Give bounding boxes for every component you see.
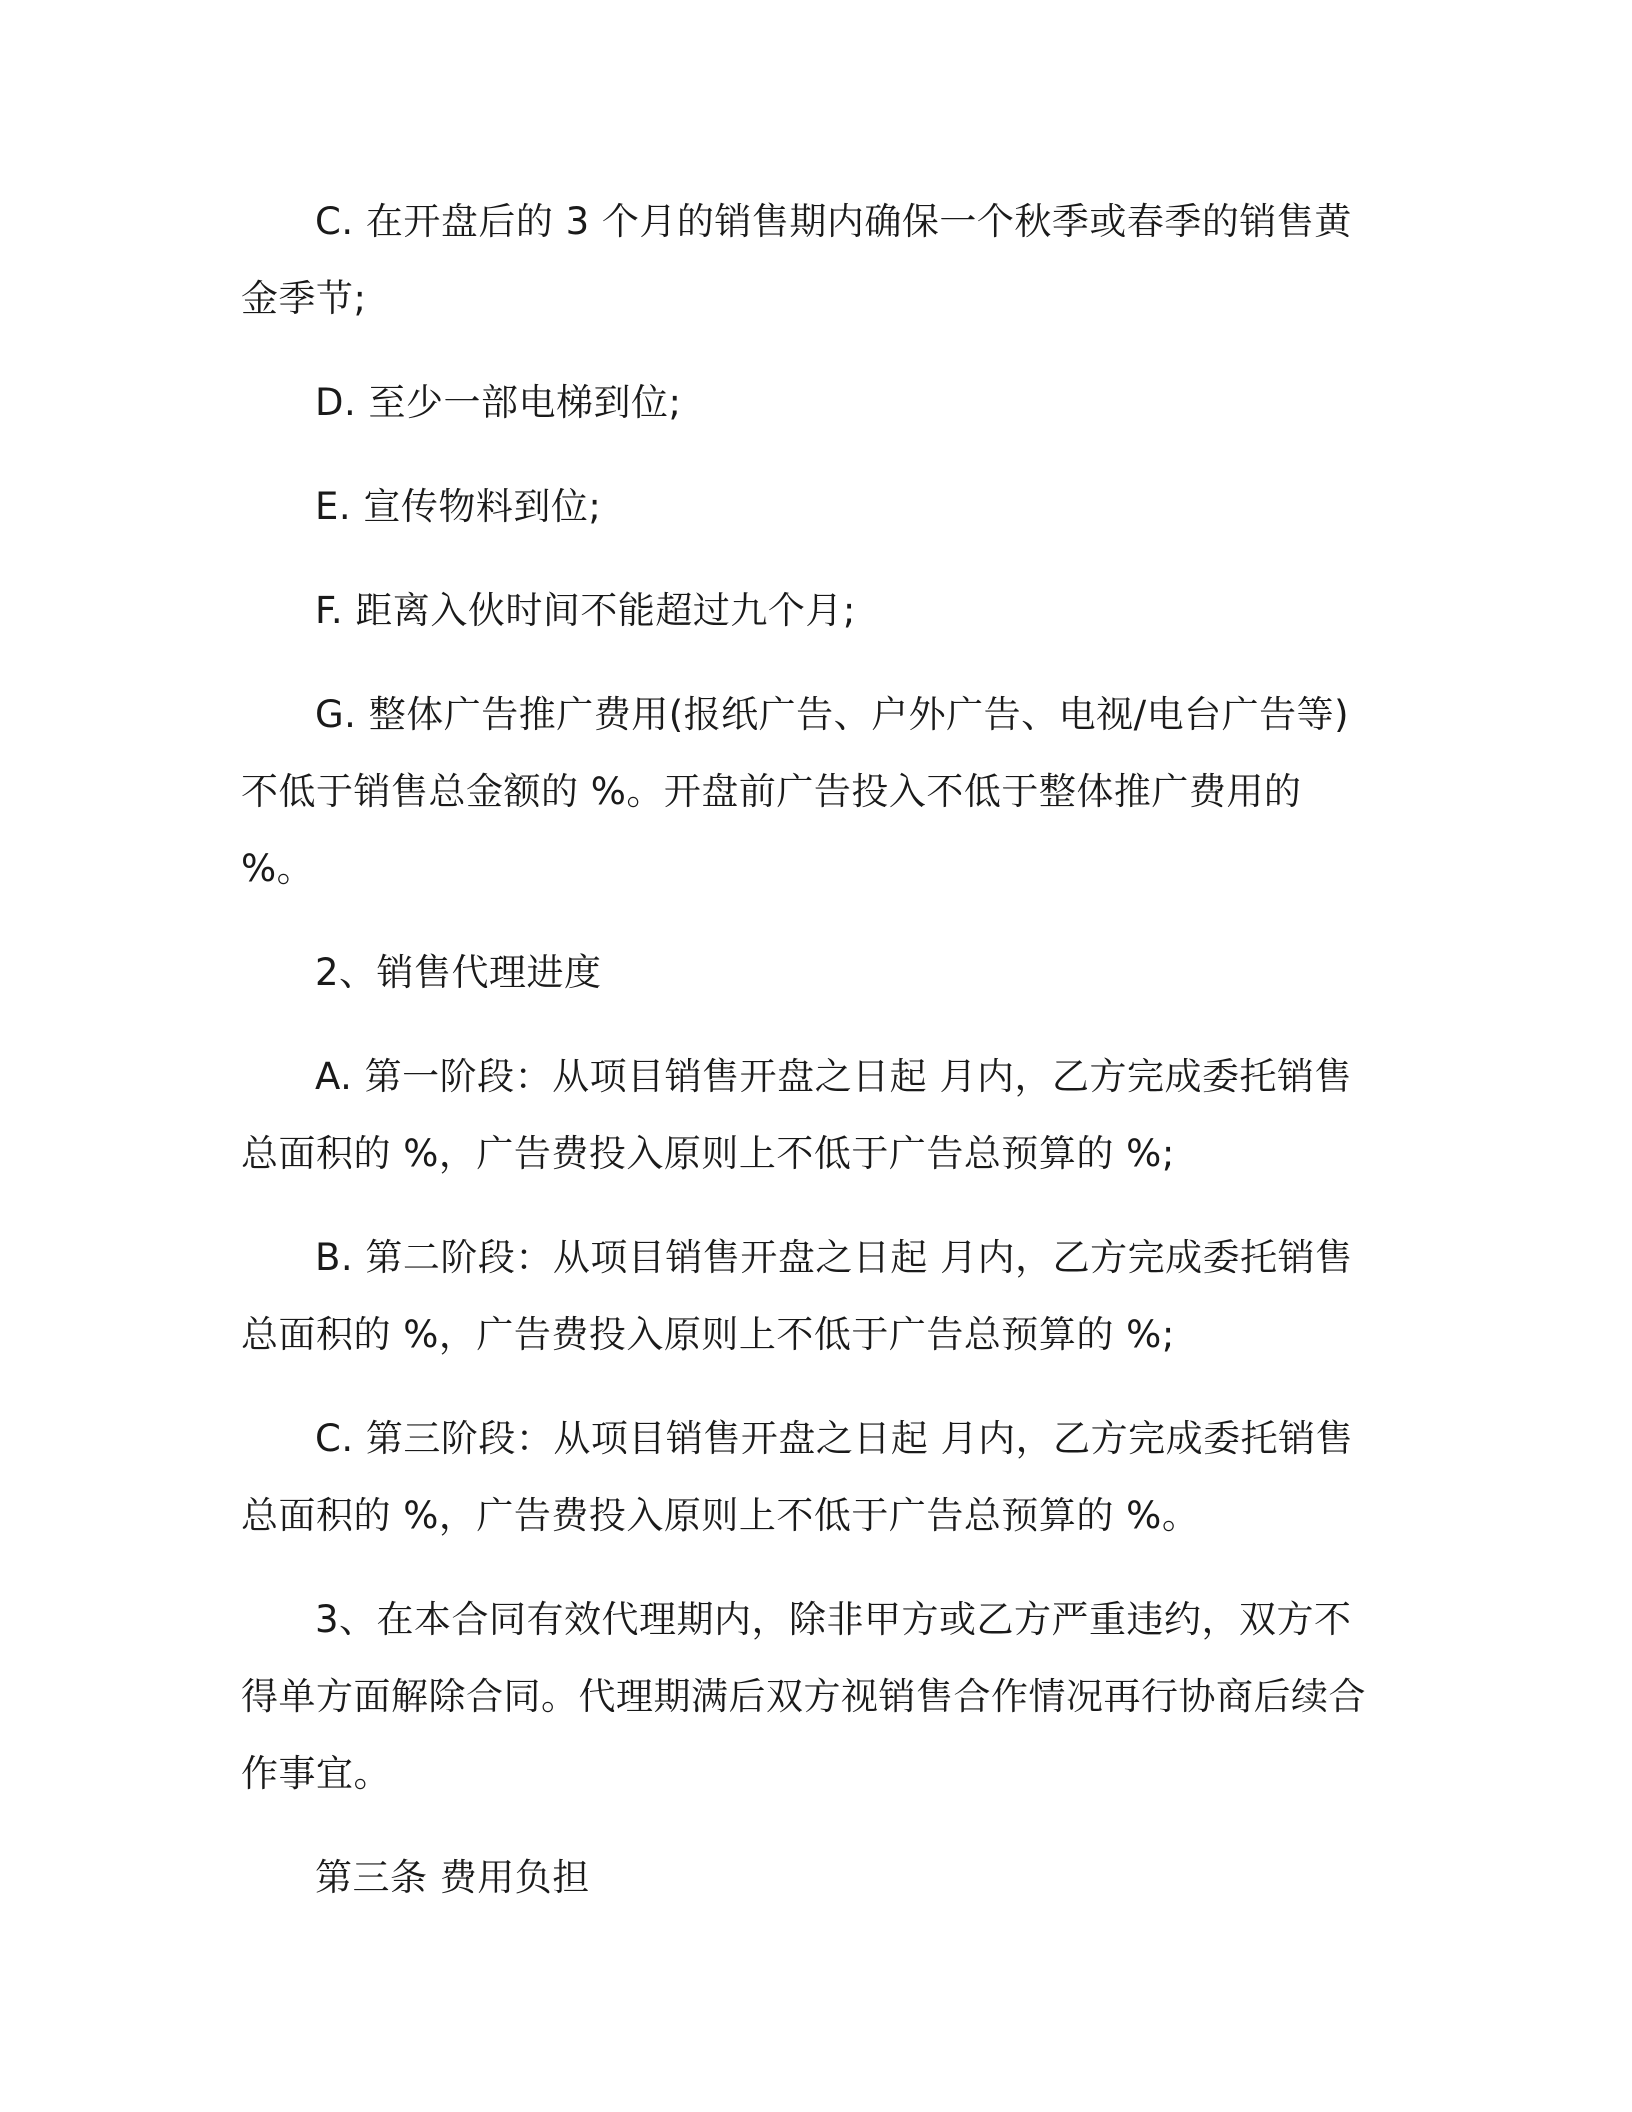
article-3-heading: 第三条 费用负担 [315, 1856, 590, 1899]
clause-g-advertising-budget: G. 整体广告推广费用(报纸广告、户外广告、电视/电台广告等)不低于销售总金额的 %。开盘前广告投入不低于整体推广费用的 %。 [241, 693, 1350, 890]
section-heading-sales-progress: 2、销售代理进度 [315, 951, 602, 994]
document-body [241, 183, 1377, 1943]
clause-e-promo-materials: E. 宣传物料到位; [315, 485, 602, 528]
clause-d-elevator: D. 至少一部电梯到位; [315, 381, 682, 424]
clause-c-sales-season: C. 在开盘后的 3 个月的销售期内确保一个秋季或春季的销售黄金季节; [241, 200, 1352, 320]
clause-f-move-in-time: F. 距离入伙时间不能超过九个月; [315, 589, 856, 632]
stage-one: A. 第一阶段：从项目销售开盘之日起 月内，乙方完成委托销售总面积的 %，广告费投入原则上不低于广告总预算的 %; [241, 1055, 1352, 1175]
stage-three: C. 第三阶段：从项目销售开盘之日起 月内，乙方完成委托销售总面积的 %，广告费投入原则上不低于广告总预算的 %。 [241, 1417, 1354, 1537]
clause-3-termination: 3、在本合同有效代理期内，除非甲方或乙方严重违约，双方不得单方面解除合同。代理期满后双方视销售合作情况再行协商后续合作事宜。 [241, 1598, 1366, 1795]
stage-two: B. 第二阶段：从项目销售开盘之日起 月内，乙方完成委托销售总面积的 %，广告费投入原则上不低于广告总预算的 %; [241, 1236, 1353, 1356]
